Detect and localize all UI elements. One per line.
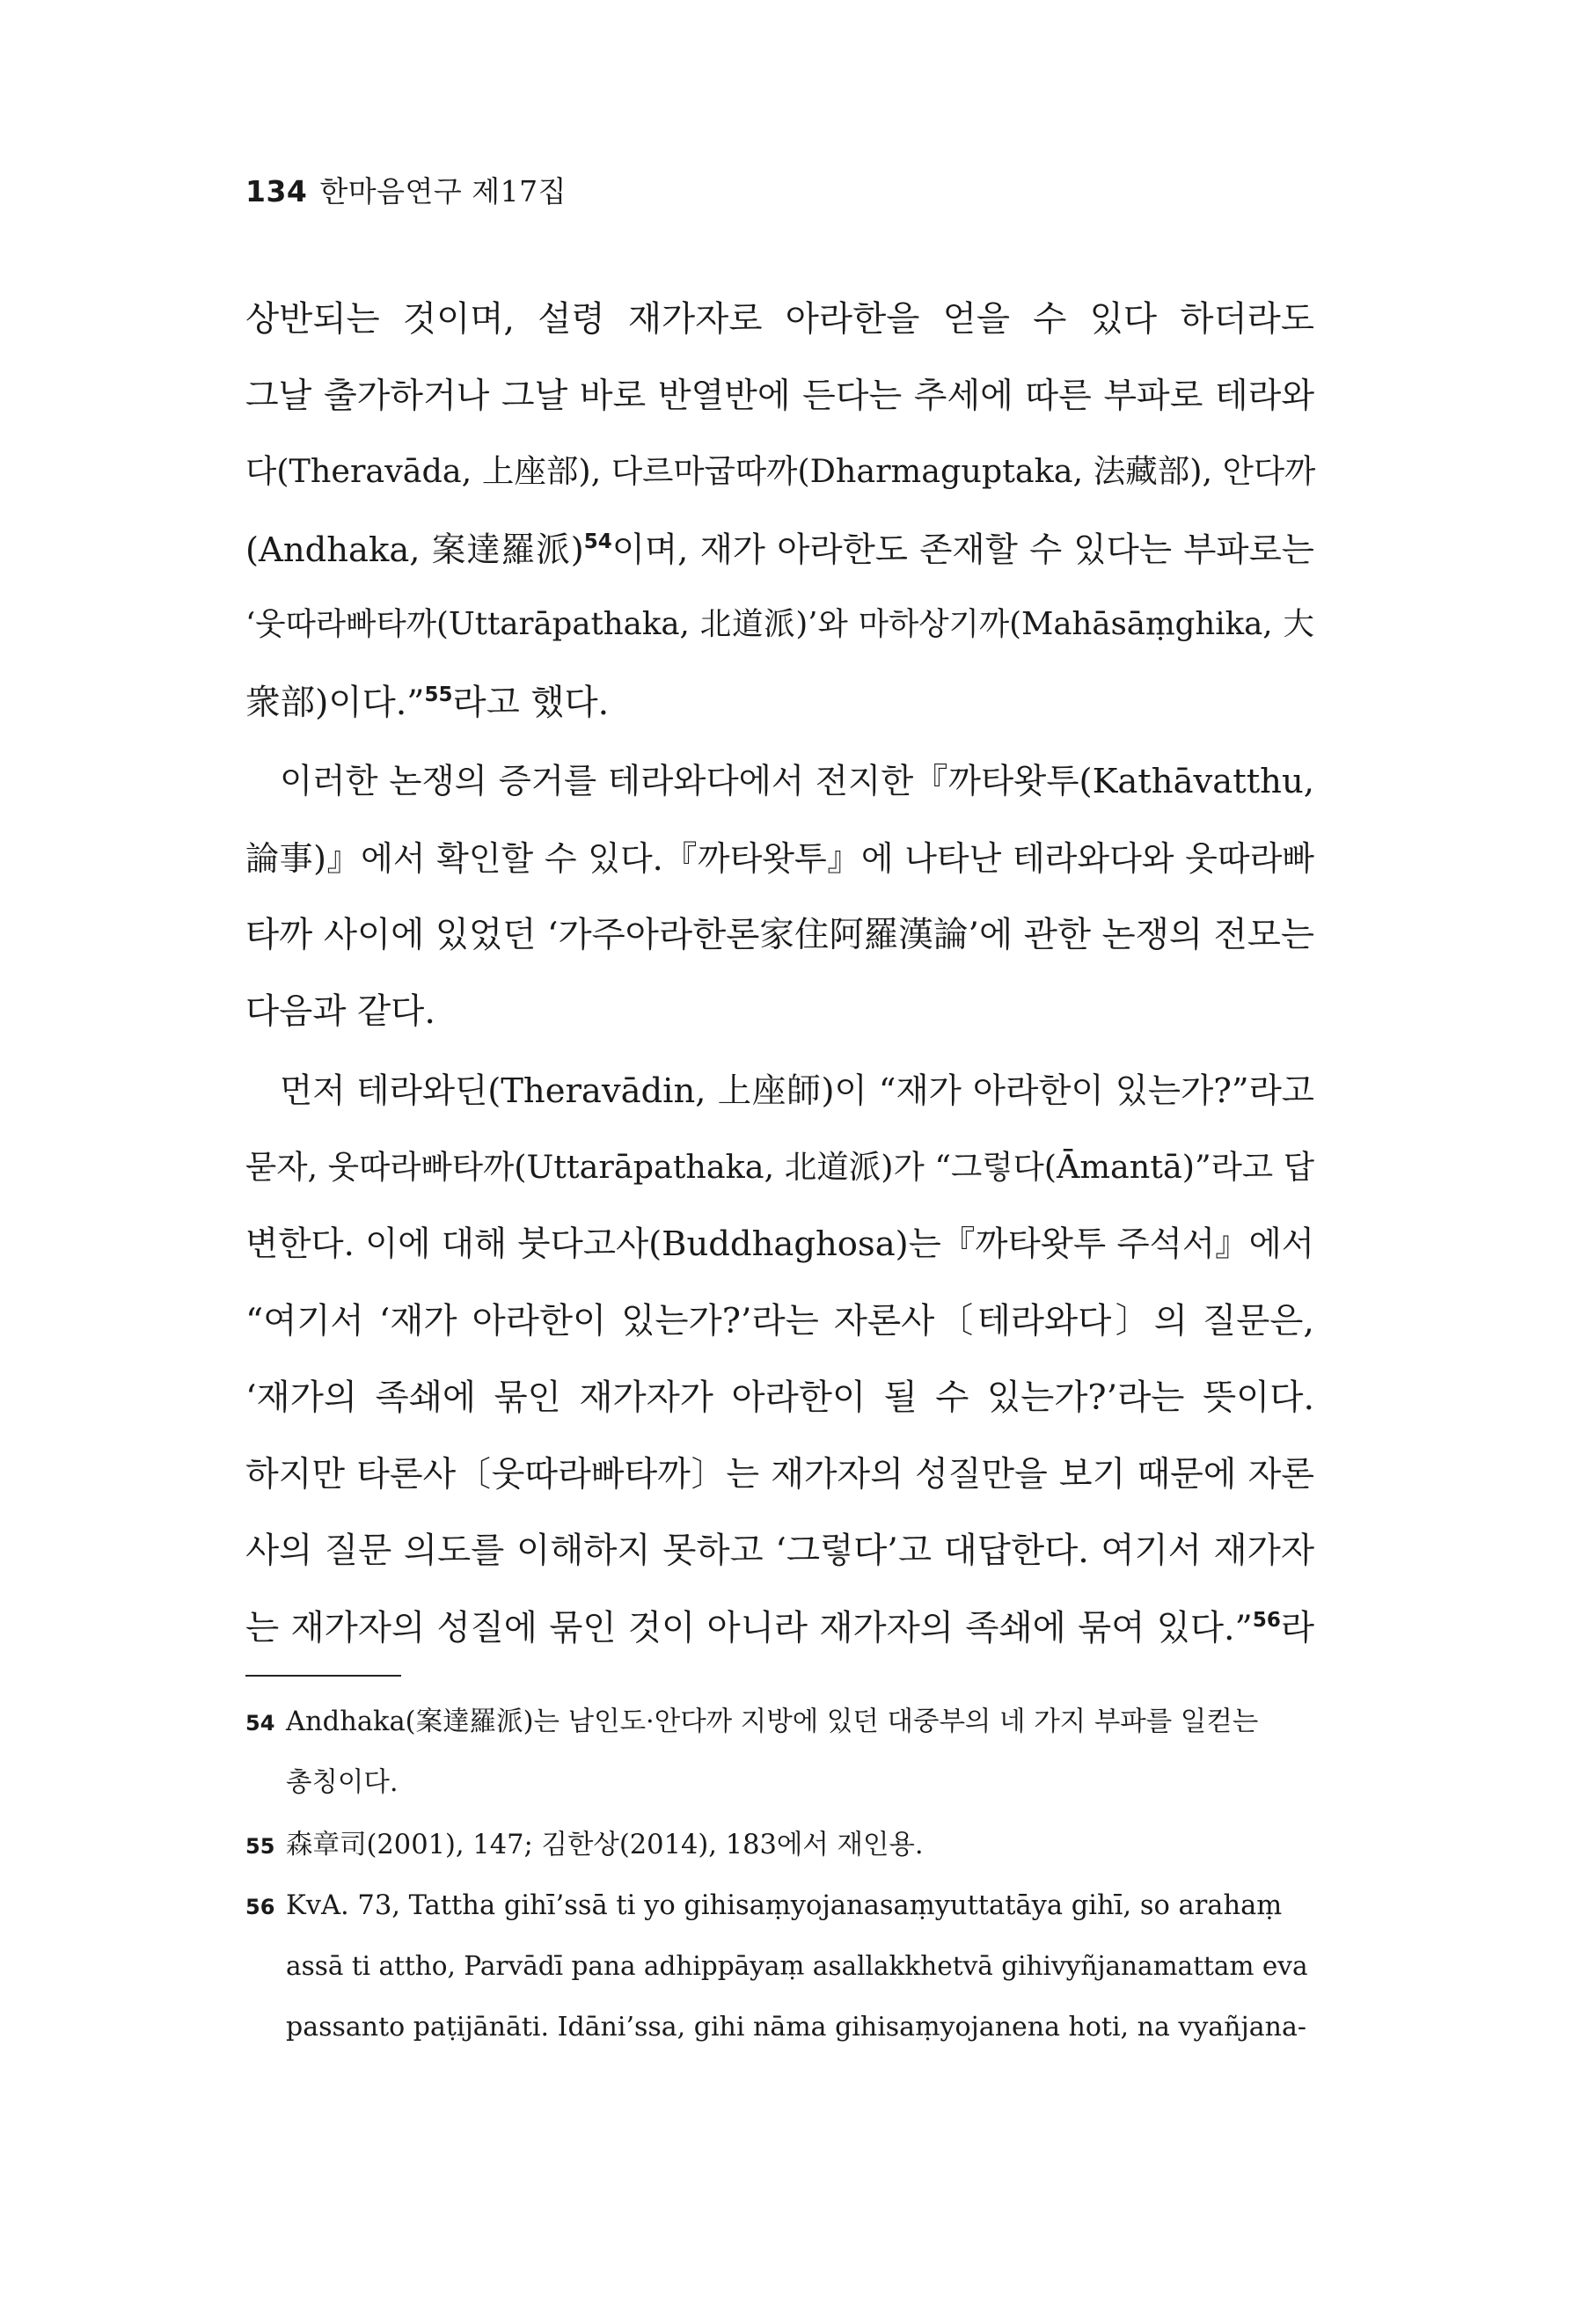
footnote-ref-55[interactable]: 55 bbox=[424, 683, 453, 706]
footnote-number: 54 bbox=[245, 1711, 275, 1736]
body-line: ‘웃따라빠타까(Uttarāpathaka, 北道派)’와 마하상기까(Mahāsāṃghika, 大 bbox=[245, 606, 1314, 642]
body-line: 그날 출가하거나 그날 바로 반열반에 든다는 추세에 따른 부파로 테라와 bbox=[245, 376, 1314, 416]
body-line: 변한다. 이에 대해 붓다고사(Buddhaghosa)는『까타왓투 주석서』에서 bbox=[245, 1224, 1314, 1264]
body-line: 타까 사이에 있었던 ‘가주아라한론家住阿羅漢論’에 관한 논쟁의 전모는 bbox=[245, 915, 1315, 955]
footnote-number: 55 bbox=[245, 1834, 275, 1859]
footnote-56 bbox=[245, 1890, 1314, 1921]
body-line: 다음과 같다. bbox=[245, 991, 435, 1032]
footnote-text: 森章司(2001), 147; 김한상(2014), 183에서 재인용. bbox=[286, 1830, 924, 1860]
footnote-ref-54[interactable]: 54 bbox=[583, 530, 612, 553]
footnote-separator bbox=[245, 1675, 401, 1677]
footnote-text: 총칭이다. bbox=[286, 1767, 399, 1798]
body-segment: 이며, 재가 아라한도 존재할 수 있다는 부파로는 bbox=[611, 530, 1315, 570]
body-line: ‘재가의 족쇄에 묶인 재가자가 아라한이 될 수 있는가?’라는 뜻이다. bbox=[245, 1378, 1314, 1418]
body-line: 論事)』에서 확인할 수 있다.『까타왓투』에 나타난 테라와다와 웃따라빠 bbox=[245, 839, 1314, 878]
body-segment: 라고 했다. bbox=[452, 683, 610, 723]
page-number: 134 bbox=[245, 174, 308, 208]
body-segment: 라 bbox=[1280, 1608, 1314, 1648]
footnote-55 bbox=[245, 1832, 1314, 1860]
footnote-54 bbox=[245, 1706, 1314, 1737]
body-segment: 는 재가자의 성질에 묶인 것이 아니라 재가자의 족쇄에 묶여 있다.” bbox=[245, 1608, 1253, 1648]
running-header bbox=[245, 169, 567, 210]
body-line: 하지만 타론사〔웃따라빠타까〕는 재가자의 성질만을 보기 때문에 자론 bbox=[245, 1455, 1314, 1495]
footnote-text: passanto paṭijānāti. Idāni’ssa, gihi nāma gihisaṃyojanena hoti, na vyañjana- bbox=[286, 2012, 1307, 2043]
footnote-text: assā ti attho, Parvādī pana adhippāyaṃ asallakkhetvā gihivyñjanamattam eva bbox=[286, 1951, 1308, 1981]
body-line: 상반되는 것이며, 설령 재가자로 아라한을 얻을 수 있다 하더라도 bbox=[245, 299, 1314, 340]
body-segment: 衆部)이다.” bbox=[245, 683, 425, 723]
body-line: 묻자, 웃따라빠타까(Uttarāpathaka, 北道派)가 “그렇다(Āmantā)”라고 답 bbox=[245, 1148, 1314, 1186]
body-line bbox=[245, 532, 1314, 568]
body-line bbox=[245, 1608, 1314, 1648]
body-line bbox=[245, 685, 1314, 721]
footnote-text: KvA. 73, Tattha gihī’ssā ti yo gihisaṃyojanasaṃyuttatāya gihī, so arahaṃ bbox=[286, 1890, 1283, 1921]
journal-title: 한마음연구 제17집 bbox=[319, 174, 567, 208]
body-line: 먼저 테라와딘(Theravādin, 上座師)이 “재가 아라한이 있는가?”라고 bbox=[280, 1071, 1314, 1111]
footnote-number: 56 bbox=[245, 1895, 275, 1919]
footnote-text: Andhaka(案達羅派)는 남인도·안다까 지방에 있던 대중부의 네 가지 부파를 일컫는 bbox=[286, 1706, 1259, 1737]
body-line: “여기서 ‘재가 아라한이 있는가?’라는 자론사〔테라와다〕의 질문은, bbox=[245, 1301, 1314, 1341]
footnote-ref-56[interactable]: 56 bbox=[1252, 1609, 1281, 1632]
body-line: 다(Theravāda, 上座部), 다르마굽따까(Dharmaguptaka, 法藏部), 안다까 bbox=[245, 452, 1316, 490]
body-segment: (Andhaka, 案達羅派) bbox=[245, 530, 584, 570]
body-line: 이러한 논쟁의 증거를 테라와다에서 전지한『까타왓투(Kathāvatthu, bbox=[280, 762, 1314, 801]
body-line: 사의 질문 의도를 이해하지 못하고 ‘그렇다’고 대답한다. 여기서 재가자 bbox=[245, 1531, 1314, 1571]
